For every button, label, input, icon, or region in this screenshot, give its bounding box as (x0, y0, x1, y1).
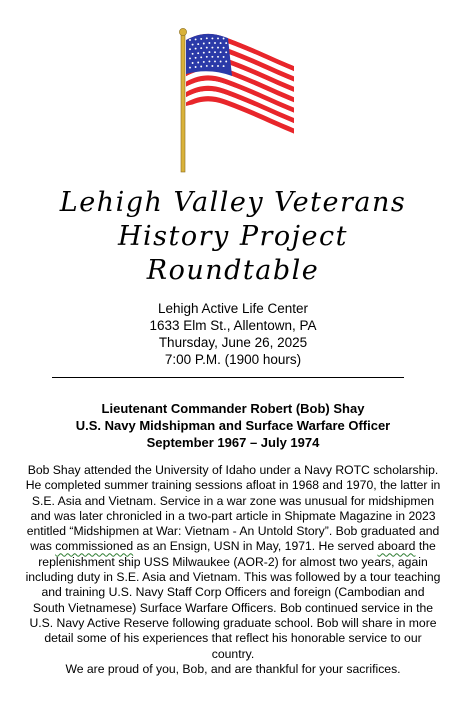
flag-star (189, 39, 191, 41)
bio-text-2: as an Ensign, USN in May, 1971. He served (133, 539, 378, 554)
venue-address: 1633 Elm St., Allentown, PA (149, 318, 317, 333)
flag-star (192, 44, 194, 46)
flag-star (220, 61, 222, 63)
flag-star (206, 47, 208, 49)
flag-star (214, 42, 216, 44)
flag-star (214, 60, 216, 62)
flag-star (200, 38, 202, 40)
flag-star (197, 43, 199, 45)
event-time: 7:00 P.M. (1900 hours) (164, 352, 302, 367)
flag-star (208, 42, 210, 44)
bio-text-3: the replenishment ship USS Milwaukee (AOR-2) for almost two years, again including duty in S.E. Asia and Vietnam. This was followed by a tour teaching and training U.S. Navy Staff Corp Officers and foreign (Cambodian and South Vietnamese) Surface Warfare Officers. Bob continued service in the U.S. Navy Active Reserve following graduate school. Bob will share in more detail some of his experiences that reflect his honorable service to our country. (25, 539, 441, 661)
flag-star (225, 42, 227, 44)
flag-star (217, 47, 219, 49)
bio-word-commissioned: commissioned (55, 539, 134, 554)
flag-star (206, 56, 208, 58)
flag-star (203, 52, 205, 54)
flag-star (197, 52, 199, 54)
flag-star (225, 61, 227, 63)
biography (24, 463, 442, 677)
flag-star (192, 53, 194, 55)
title-line-1: Lehigh Valley Veterans (59, 187, 407, 218)
flag-star (189, 57, 191, 59)
honoree-service-dates: September 1967 – July 1974 (146, 435, 320, 450)
flag-star (223, 65, 225, 67)
bio-closing: We are proud of you, Bob, and are thankful for your sacrifices. (65, 661, 401, 676)
flag-star (208, 51, 210, 53)
flag-star (223, 56, 225, 58)
flag-star (220, 51, 222, 53)
venue-block (0, 300, 466, 368)
flag-star (225, 51, 227, 53)
flag-star (195, 66, 197, 68)
flag-star (223, 47, 225, 49)
flag-star (208, 60, 210, 62)
flag-star (220, 42, 222, 44)
flag-star (189, 48, 191, 50)
flag-star (223, 38, 225, 40)
flag-star (192, 62, 194, 64)
flag-star (195, 57, 197, 59)
american-flag-icon (170, 26, 300, 174)
bio-text-1: Bob Shay attended the University of Idaho under a Navy ROTC scholarship. He completed summer training sessions afloat in 1968 and 1970, the latter in S.E. Asia and Vietnam. Service in a war zone was unusual for midshipmen and was later chronicled in a two-part article in Shipmate Magazine in 2023 entitled “Midshipmen at War: Vietnam - An Untold Story”. Bob graduated and was (25, 463, 441, 554)
honoree-block (0, 400, 466, 451)
honoree-role: U.S. Navy Midshipman and Surface Warfare Officer (75, 418, 391, 433)
flag-star (200, 56, 202, 58)
flag-star (211, 56, 213, 58)
flag-star (206, 65, 208, 67)
bio-paragraph (24, 463, 442, 662)
flag-star (206, 37, 208, 39)
divider (52, 377, 404, 378)
flag-star (211, 47, 213, 49)
flag-star (217, 56, 219, 58)
flag-star (214, 51, 216, 53)
flag-star (203, 61, 205, 63)
flag-star (211, 65, 213, 67)
flag-star (195, 38, 197, 40)
event-date: Thursday, June 26, 2025 (158, 335, 308, 350)
bio-word-aboard: aboard (377, 539, 416, 554)
honoree-name: Lieutenant Commander Robert (Bob) Shay (101, 401, 365, 416)
flag-star (189, 67, 191, 69)
title-line-2: History Project (117, 221, 349, 252)
flag-star (211, 37, 213, 39)
flag-star (200, 47, 202, 49)
flag-star (195, 48, 197, 50)
venue-name: Lehigh Active Life Center (157, 301, 309, 316)
flag-star (203, 43, 205, 45)
flag-star (217, 37, 219, 39)
flag-star (200, 66, 202, 68)
flag-star (197, 62, 199, 64)
flag-star (217, 65, 219, 67)
title-line-3: Roundtable (146, 255, 320, 286)
